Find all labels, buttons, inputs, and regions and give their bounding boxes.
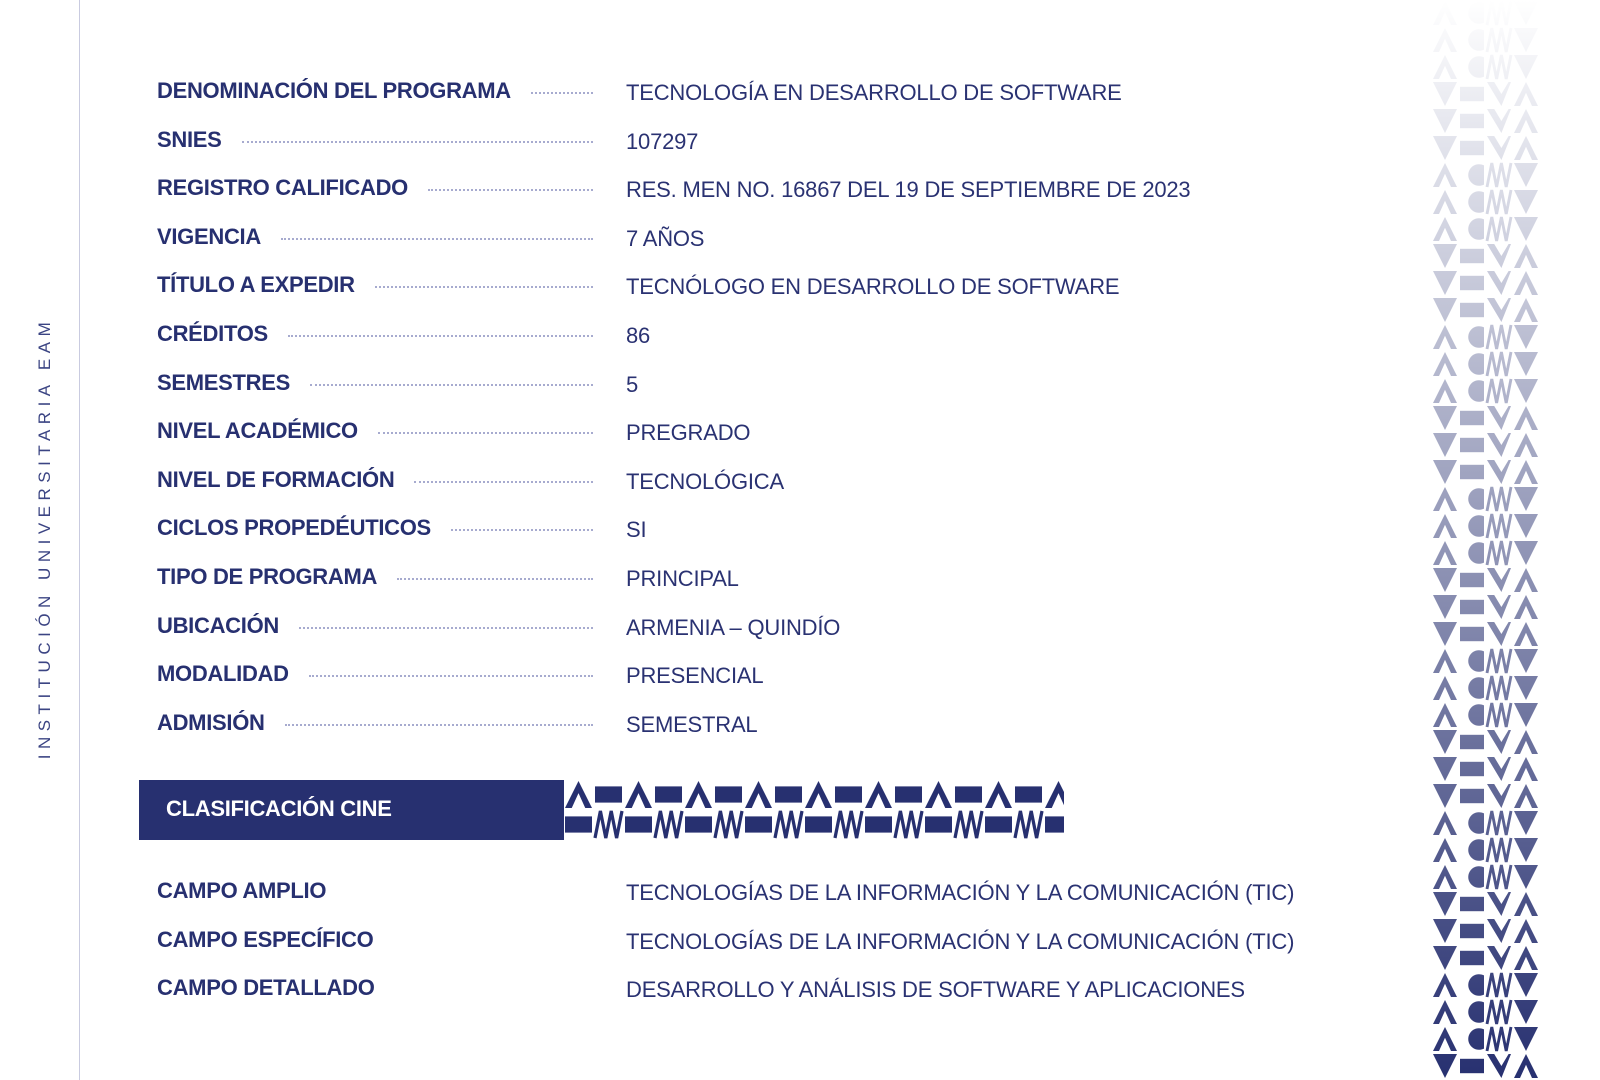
spec-row-ubicacion (157, 603, 1357, 652)
spec-label: ADMISIÓN (157, 709, 265, 735)
cine-value: TECNOLOGÍAS DE LA INFORMACIÓN Y LA COMUNICACIÓN (TIC) (626, 880, 1295, 905)
spec-row-denominacion (157, 68, 1357, 117)
spec-value: 7 AÑOS (626, 225, 705, 251)
spec-row-snies (157, 117, 1357, 166)
spec-value: RES. MEN NO. 16867 DEL 19 DE SEPTIEMBRE DE 2023 (626, 177, 1191, 203)
spec-value: 5 (626, 371, 639, 397)
leader-dots (378, 432, 593, 434)
spec-row-nivel-formacion (157, 457, 1357, 506)
geometric-letter-pattern-icon (1432, 0, 1542, 1080)
cine-row-amplio (157, 868, 1357, 917)
spec-row-vigencia (157, 214, 1357, 263)
cine-label: CAMPO ESPECÍFICO (157, 926, 374, 952)
spec-row-modalidad (157, 651, 1357, 700)
leader-dots (309, 675, 593, 677)
spec-row-ciclos (157, 505, 1357, 554)
leader-dots (414, 481, 593, 483)
leader-dots (375, 286, 593, 288)
spec-label: VIGENCIA (157, 223, 261, 249)
leader-dots (310, 384, 593, 386)
spec-value: TECNÓLOGO EN DESARROLLO DE SOFTWARE (626, 274, 1120, 300)
spec-label: CICLOS PROPEDÉUTICOS (157, 515, 431, 541)
spec-value: PRINCIPAL (626, 565, 739, 591)
spec-row-titulo (157, 262, 1357, 311)
cine-section-header (139, 780, 1064, 840)
spec-value: ARMENIA – QUINDÍO (626, 614, 841, 640)
institution-name: INSTITUCIÓN UNIVERSITARIA EAM (35, 316, 54, 760)
leader-dots (299, 627, 593, 629)
spec-label: NIVEL ACADÉMICO (157, 418, 358, 444)
cine-label: CAMPO AMPLIO (157, 878, 327, 903)
spec-row-tipo (157, 554, 1357, 603)
spec-label: UBICACIÓN (157, 612, 279, 638)
cine-title-box (139, 780, 564, 840)
spec-row-admision (157, 700, 1357, 749)
cine-row-detallado (157, 965, 1357, 1014)
spec-label: TÍTULO A EXPEDIR (157, 272, 355, 298)
cine-label: CAMPO DETALLADO (157, 975, 375, 1000)
spec-value: SEMESTRAL (626, 711, 758, 737)
cine-value: TECNOLOGÍAS DE LA INFORMACIÓN Y LA COMUNICACIÓN (TIC) (626, 928, 1295, 954)
leader-dots (531, 92, 593, 94)
spec-label: SEMESTRES (157, 369, 290, 395)
leader-dots (285, 724, 593, 726)
cine-row-especifico (157, 917, 1357, 966)
spec-value: TECNOLOGÍA EN DESARROLLO DE SOFTWARE (626, 80, 1122, 105)
sidebar-divider (79, 0, 80, 1080)
spec-row-registro (157, 165, 1357, 214)
spec-value: PRESENCIAL (626, 663, 764, 689)
spec-label: CRÉDITOS (157, 320, 268, 346)
leader-dots (242, 141, 593, 143)
spec-value: TECNOLÓGICA (626, 468, 784, 494)
spec-label: SNIES (157, 126, 222, 152)
leader-dots (288, 335, 593, 337)
leader-dots (281, 238, 593, 240)
spec-value: PREGRADO (626, 420, 751, 446)
spec-label: NIVEL DE FORMACIÓN (157, 466, 395, 492)
spec-label: MODALIDAD (157, 661, 289, 687)
spec-row-semestres (157, 360, 1357, 409)
spec-value: 107297 (626, 128, 699, 154)
spec-label: TIPO DE PROGRAMA (157, 563, 378, 589)
cine-title: CLASIFICACIÓN CINE (166, 796, 392, 821)
cine-classification-list (157, 868, 1357, 1014)
spec-value: 86 (626, 322, 651, 348)
program-spec-list (157, 68, 1357, 748)
cine-value: DESARROLLO Y ANÁLISIS DE SOFTWARE Y APLICACIONES (626, 977, 1245, 1002)
spec-row-creditos (157, 311, 1357, 360)
leader-dots (397, 578, 593, 580)
spec-value: SI (626, 517, 647, 543)
leader-dots (451, 529, 593, 531)
spec-label: REGISTRO CALIFICADO (157, 175, 408, 201)
spec-row-nivel-academico (157, 408, 1357, 457)
geometric-letter-pattern-icon (564, 780, 1064, 840)
leader-dots (428, 189, 593, 191)
spec-label: DENOMINACIÓN DEL PROGRAMA (157, 78, 511, 103)
